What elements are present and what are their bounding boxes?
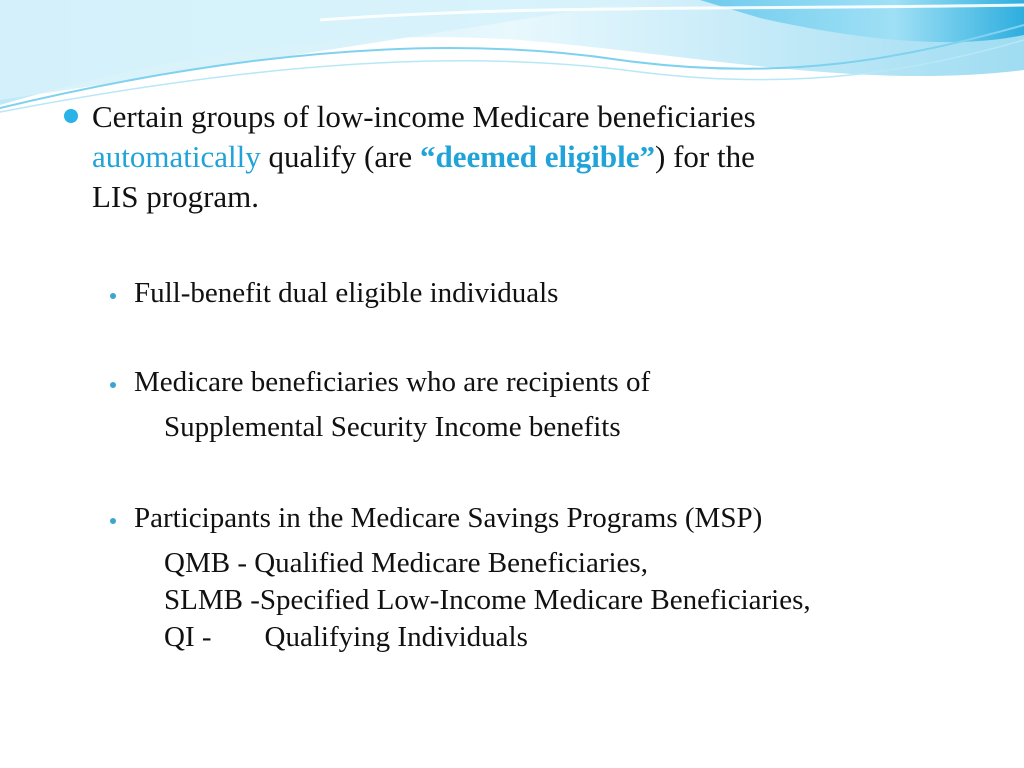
sub-point-continuation: Supplemental Security Income benefits — [164, 411, 621, 443]
sub-bullet-icon — [110, 293, 116, 299]
main-point-deemed-eligible: “deemed eligible” — [419, 139, 655, 174]
main-bullet-icon — [64, 109, 78, 123]
main-point-text-1: Certain groups of low-income Medicare beneficiaries — [92, 99, 756, 134]
main-point-text-2: qualify (are — [260, 139, 420, 174]
sub-point-ssi — [134, 364, 650, 446]
msp-program-qi — [134, 619, 811, 656]
sub-bullet-icon — [110, 382, 116, 388]
sub-point-text: Participants in the Medicare Savings Programs (MSP) — [134, 502, 763, 534]
main-point — [92, 97, 972, 217]
main-point-automatically: automatically — [92, 139, 261, 174]
sub-point-text: Full-benefit dual eligible individuals — [134, 277, 559, 309]
qi-name: Qualifying Individuals — [264, 621, 528, 653]
main-point-text-3: ) for the — [655, 139, 755, 174]
msp-program-slmb: SLMB -Specified Low-Income Medicare Beneficiaries, — [164, 584, 811, 616]
sub-point-text: Medicare beneficiaries who are recipients of — [134, 366, 651, 398]
sub-point-msp — [134, 500, 811, 656]
qi-abbrev: QI - — [164, 621, 212, 653]
msp-program-qmb: QMB - Qualified Medicare Beneficiaries, — [164, 547, 648, 579]
main-point-text-4: LIS program. — [92, 179, 260, 214]
sub-bullet-icon — [110, 518, 116, 524]
sub-point-full-benefit — [134, 275, 558, 312]
